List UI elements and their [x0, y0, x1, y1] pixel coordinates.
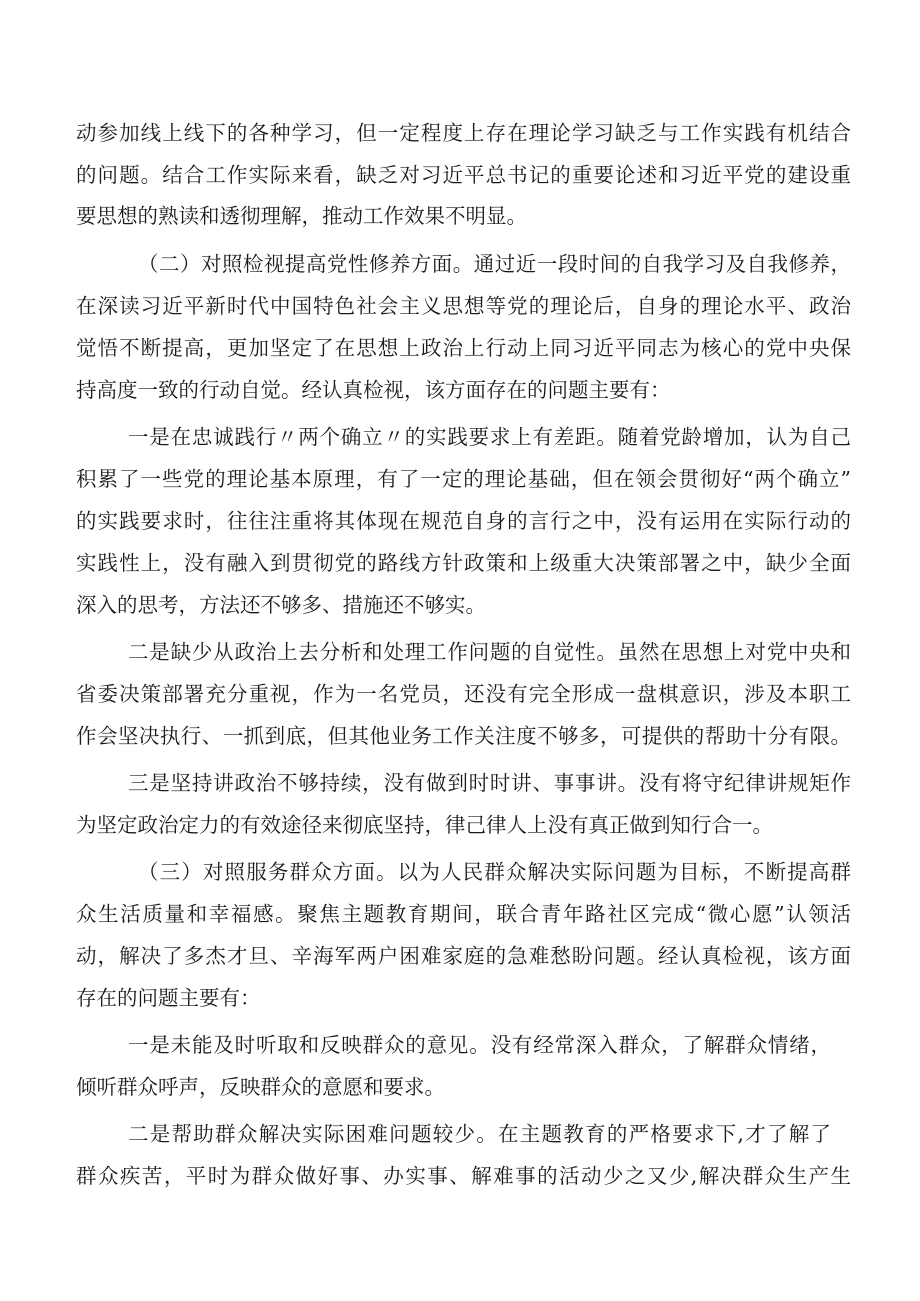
text-line: 众生活质量和幸福感。聚焦主题教育期间，联合青年路社区完成“微心愿”认领活	[76, 902, 851, 926]
text-line: 深入的思考，方法还不够多、措施还不够实。	[76, 593, 486, 617]
section-heading-line: （二）对照检视提高党性修养方面。通过近一段时间的自我学习及自我修养，	[138, 252, 851, 276]
text-line: 为坚定政治定力的有效途径来彻底坚持，律己律人上没有真正做到知行合一。	[76, 813, 773, 837]
text-line: 存在的问题主要有：	[76, 986, 261, 1010]
section-heading-line: （三）对照服务群众方面。以为人民群众解决实际问题为目标，不断提高群	[138, 860, 851, 884]
text-line: 二是帮助群众解决实际困难问题较少。在主题教育的严格要求下,才了解了	[128, 1122, 831, 1146]
text-line: 在深读习近平新时代中国特色社会主义思想等党的理论后，自身的理论水平、政治	[76, 294, 851, 318]
text-line: 群众疾苦，平时为群众做好事、办实事、解难事的活动少之又少,解决群众生产生	[76, 1164, 851, 1188]
text-line: 一是在忠诚践行〃两个确立〃的实践要求上有差距。随着党龄增加，认为自己	[128, 425, 851, 449]
text-line: 积累了一些党的理论基本原理，有了一定的理论基础，但在领会贯彻好“两个确立”	[76, 467, 851, 491]
text-line: 觉悟不断提高，更加坚定了在思想上政治上行动上同习近平同志为核心的党中央保	[76, 336, 851, 360]
text-line: 要思想的熟读和透彻理解，推动工作效果不明显。	[76, 204, 527, 228]
text-line: 实践性上，没有融入到贯彻党的路线方针政策和上级重大决策部署之中，缺少全面	[76, 551, 851, 575]
text-line: 一是未能及时听取和反映群众的意见。没有经常深入群众，了解群众情绪，	[128, 1033, 831, 1057]
text-line: 动，解决了多杰才旦、辛海军两户困难家庭的急难愁盼问题。经认真检视，该方面	[76, 944, 851, 968]
text-line: 动参加线上线下的各种学习，但一定程度上存在理论学习缺乏与工作实践有机结合	[76, 121, 851, 145]
text-line: 三是坚持讲政治不够持续，没有做到时时讲、事事讲。没有将守纪律讲规矩作	[128, 771, 851, 795]
text-line: 持高度一致的行动自觉。经认真检视，该方面存在的问题主要有：	[76, 378, 671, 402]
text-line: 的问题。结合工作实际来看，缺乏对习近平总书记的重要论述和习近平党的建设重	[76, 163, 851, 187]
text-line: 倾听群众呼声，反映群众的意愿和要求。	[76, 1075, 445, 1099]
text-line: 的实践要求时，往往注重将其体现在规范自身的言行之中，没有运用在实际行动的	[76, 509, 851, 533]
text-line: 省委决策部署充分重视，作为一名党员，还没有完全形成一盘棋意识，涉及本职工	[76, 682, 851, 706]
text-line: 二是缺少从政治上去分析和处理工作问题的自觉性。虽然在思想上对党中央和	[128, 640, 851, 664]
text-line: 作会坚决执行、一抓到底，但其他业务工作关注度不够多，可提供的帮助十分有限。	[76, 724, 851, 748]
